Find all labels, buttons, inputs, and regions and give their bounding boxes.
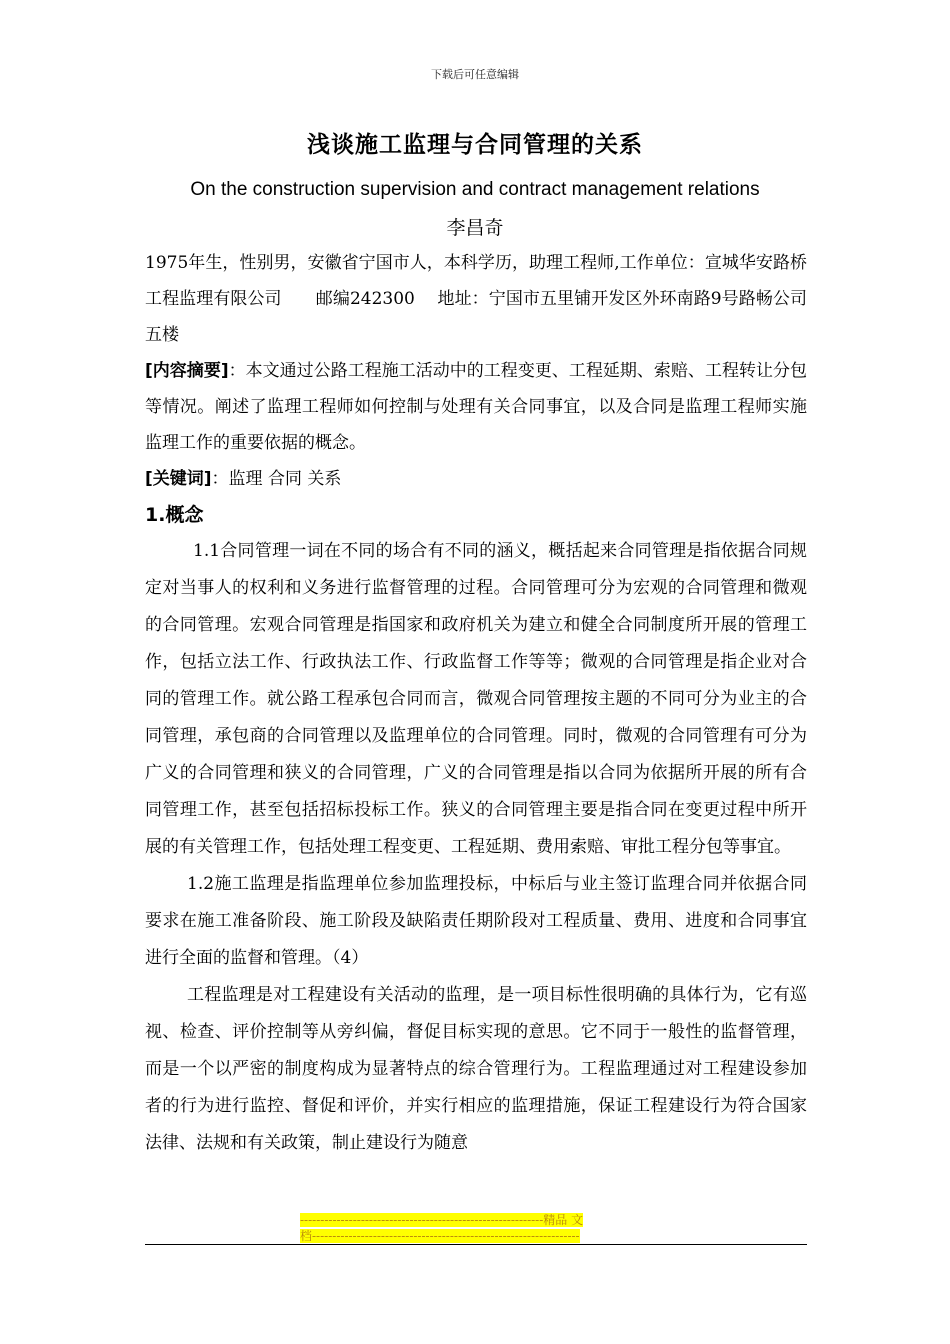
keywords-label: [关键词] xyxy=(145,469,212,489)
abstract-label: [内容摘要] xyxy=(145,361,229,381)
keywords-text: ：监理 合同 关系 xyxy=(211,469,342,489)
paragraph-1-2: 1.2施工监理是指监理单位参加监理投标，中标后与业主签订监理合同并依据合同要求在施工准备阶段、施工阶段及缺陷责任期阶段对工程质量、费用、进度和合同事宜进行全面的监督和管理。（4） xyxy=(145,874,807,968)
author-info: 1975年生，性别男，安徽省宁国市人，本科学历，助理工程师,工作单位：宣城华安路桥工程监理有限公司 邮编242300 地址：宁国市五里铺开发区外环南路9号路畅公司五楼 xyxy=(145,253,807,345)
keywords-paragraph xyxy=(145,461,807,497)
paragraph-1-1: 1.1合同管理一词在不同的场合有不同的涵义，概括起来合同管理是指依据合同规定对当事人的权利和义务进行监督管理的过程。合同管理可分为宏观的合同管理和微观的合同管理。宏观合同管理是指国家和政府机关为建立和健全合同制度所开展的管理工作，包括立法工作、行政执法工作、行政监督工作等等；微观的合同管理是指企业对合同的管理工作。就公路工程承包合同而言，微观合同管理按主题的不同可分为业主的合同管理，承包商的合同管理以及监理单位的合同管理。同时，微观的合同管理有可分为广义的合同管理和狭义的合同管理，广义的合同管理是指以合同为依据所开展的所有合同管理工作，甚至包括招标投标工作。狭义的合同管理主要是指合同在变更过程中所开展的有关管理工作，包括处理工程变更、工程延期、费用索赔、审批工程分包等事宜。 xyxy=(145,541,807,857)
footer-rule xyxy=(145,1244,807,1245)
document-body xyxy=(145,245,807,1162)
footer-mark-line2: 档------------------------------------------------------------------ xyxy=(300,1229,580,1243)
author-name: 李昌奇 xyxy=(446,217,504,239)
document-title: 浅谈施工监理与合同管理的关系 xyxy=(307,131,643,158)
abstract-text: ：本文通过公路工程施工活动中的工程变更、工程延期、索赔、工程转让分包等情况。阐述了监理工程师如何控制与处理有关合同事宜，以及合同是监理工程师实施监理工作的重要依据的概念。 xyxy=(145,361,808,453)
footer-watermark xyxy=(300,1212,650,1244)
header-note: 下载后可任意编辑 xyxy=(431,68,519,81)
paragraph-supervision: 工程监理是对工程建设有关活动的监理，是一项目标性很明确的具体行为，它有巡视、检查、评价控制等从旁纠偏，督促目标实现的意思。它不同于一般性的监督管理，而是一个以严密的制度构成为显著特点的综合管理行为。工程监理通过对工程建设参加者的行为进行监控、督促和评价，并实行相应的监理措施，保证工程建设行为符合国家法律、法规和有关政策，制止建设行为随意 xyxy=(145,985,807,1153)
document-subtitle: On the construction supervision and contract management relations xyxy=(190,179,760,200)
abstract-paragraph xyxy=(145,353,807,461)
footer-mark-line1: ------------------------------------------------------------精品 文 xyxy=(300,1213,584,1227)
section-heading: 1.概念 xyxy=(145,504,204,526)
